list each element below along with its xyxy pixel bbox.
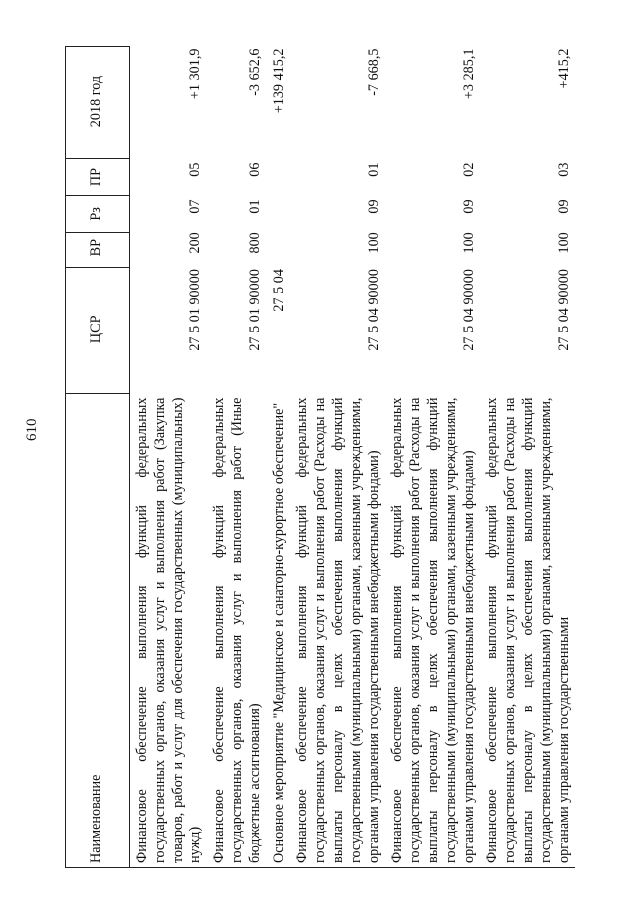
row-rz: 01: [246, 199, 263, 214]
row-rz: 09: [365, 199, 382, 214]
row-name: Финансовое обеспечение выполнения функций федеральных государственных органов, оказания услуг и выполнения работ (Расходы на выплаты персоналу в целях обеспечения выполнения функций государственными (муниципальными) органами, казенными учреждениями, органами управления государственными: [480, 394, 575, 868]
row-name: Финансовое обеспечение выполнения функций федеральных государственных органов, оказания услуг и выполнения работ (Закупка товаров, работ и услуг для обеспечения государственных (муниципальных) нужд): [130, 394, 208, 868]
row-vr: 100: [555, 232, 572, 254]
table-row: [385, 47, 480, 868]
row-pr: [267, 159, 291, 196]
row-csr: 27 5 04 90000: [365, 269, 382, 351]
row-year: +415,2: [555, 48, 572, 89]
table-row: [480, 47, 575, 868]
header-rz: Рз: [66, 195, 130, 232]
table-header-row: [66, 47, 130, 868]
header-year: 2018 год: [66, 47, 130, 159]
row-vr: [267, 232, 291, 267]
row-name: Основное мероприятие "Медицинское и санаторно-курортное обеспечение": [267, 394, 291, 868]
page-number: 610: [24, 418, 40, 441]
row-year: +3 285,1: [460, 48, 477, 100]
row-year: +1 301,9: [187, 48, 204, 100]
row-year: +139 415,2: [270, 48, 287, 114]
row-pr: 06: [246, 162, 263, 177]
row-pr: 01: [365, 162, 382, 177]
row-csr: 27 5 01 90000: [187, 269, 204, 351]
row-pr: 02: [460, 162, 477, 177]
table-row: [290, 47, 385, 868]
row-rz: [267, 195, 291, 232]
row-year: -7 668,5: [365, 48, 382, 96]
row-csr: 27 5 04: [270, 269, 287, 312]
row-vr: 800: [246, 232, 263, 254]
row-name: Финансовое обеспечение выполнения функций федеральных государственных органов, оказания услуг и выполнения работ (Иные бюджетные ассигнования): [207, 394, 266, 868]
row-vr: 100: [460, 232, 477, 254]
row-pr: 05: [187, 162, 204, 177]
header-vr: ВР: [66, 232, 130, 267]
table-row: [130, 47, 208, 868]
row-pr: 03: [555, 162, 572, 177]
row-rz: 09: [460, 199, 477, 214]
row-vr: 100: [365, 232, 382, 254]
header-csr: ЦСР: [66, 267, 130, 393]
header-pr: ПР: [66, 159, 130, 196]
row-csr: 27 5 04 90000: [555, 269, 572, 351]
row-csr: 27 5 01 90000: [246, 269, 263, 351]
row-vr: 200: [187, 232, 204, 254]
row-name: Финансовое обеспечение выполнения функций федеральных государственных органов, оказания услуг и выполнения работ (Расходы на выплаты персоналу в целях обеспечения выполнения функций государственными (муниципальными) органами, казенными учреждениями, органами управления государственными внебюджетными фондами): [290, 394, 385, 868]
budget-table: [65, 46, 575, 868]
row-rz: 09: [555, 199, 572, 214]
row-csr: 27 5 04 90000: [460, 269, 477, 351]
row-name: Финансовое обеспечение выполнения функций федеральных государственных органов, оказания услуг и выполнения работ (Расходы на выплаты персоналу в целях обеспечения выполнения функций государственными (муниципальными) органами, казенными учреждениями, органами управления государственными внебюджетными фондами): [385, 394, 480, 868]
budget-table-sheet: [65, 46, 615, 868]
header-name: Наименование: [66, 394, 130, 868]
row-rz: 07: [187, 199, 204, 214]
table-row: [207, 47, 266, 868]
table-row: [267, 47, 291, 868]
row-year: -3 652,6: [246, 48, 263, 96]
